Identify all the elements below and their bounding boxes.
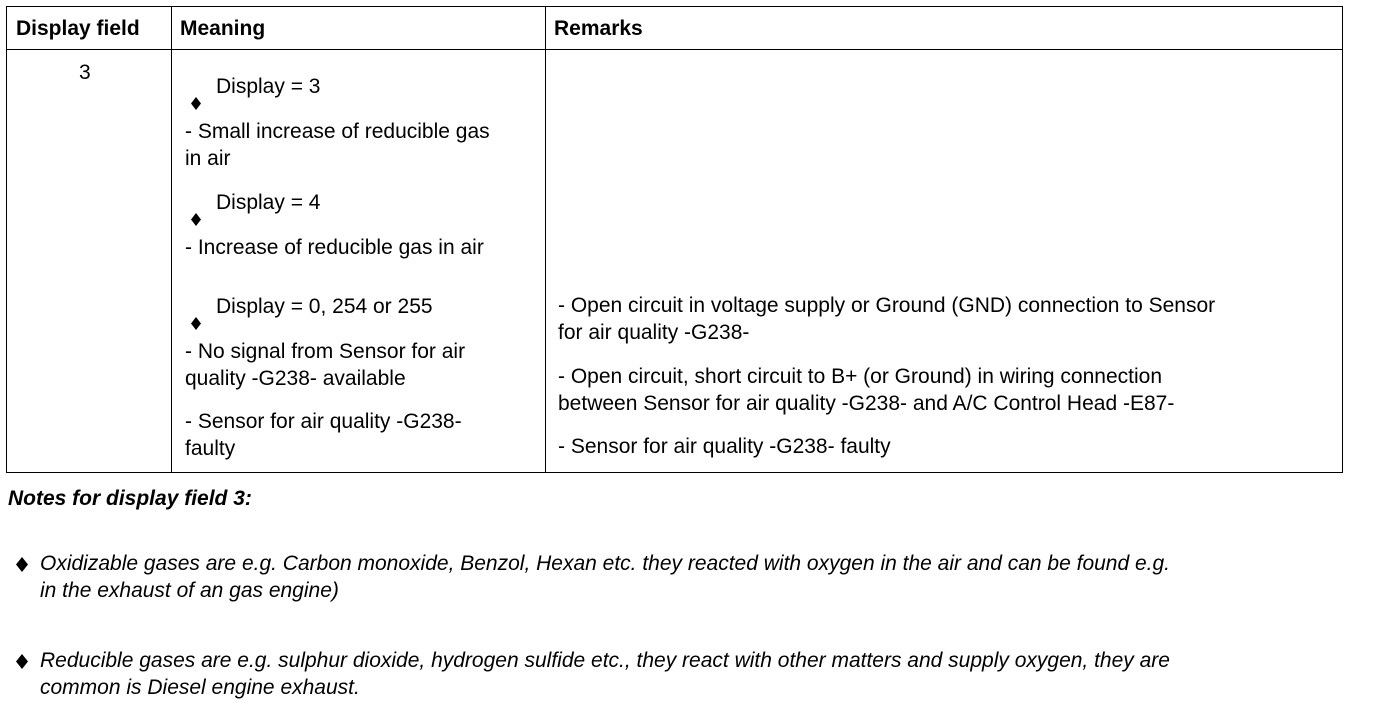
meaning-line: - Sensor for air quality -G238- — [185, 410, 462, 433]
bullet-icon — [16, 654, 28, 669]
meaning-line: Display = 3 — [216, 75, 321, 98]
meaning-line: - No signal from Sensor for air — [185, 340, 466, 363]
note-reducible-gases — [40, 647, 1360, 701]
meaning-text-block — [185, 118, 490, 172]
note-line: Oxidizable gases are e.g. Carbon monoxide, Benzol, Hexan etc. they reacted with oxygen in the air and can be found e.g. — [40, 552, 1171, 575]
display-field-table — [6, 6, 1343, 473]
meaning-line: in air — [185, 147, 231, 170]
meaning-bullet-display-3 — [186, 73, 320, 100]
meaning-line: Display = 4 — [216, 191, 321, 214]
meaning-text-block — [185, 338, 465, 392]
remark-open-circuit-supply — [558, 292, 1215, 346]
remark-wiring-connection — [558, 363, 1174, 417]
table-header-row — [7, 7, 1342, 50]
note-line: common is Diesel engine exhaust. — [40, 676, 360, 699]
note-oxidizable-gases — [40, 550, 1360, 604]
remark-line: for air quality -G238- — [558, 321, 750, 344]
meaning-line: - Small increase of reducible gas — [185, 120, 490, 143]
remark-line: between Sensor for air quality -G238- and A/C Control Head -E87- — [558, 392, 1175, 415]
note-line: Reducible gases are e.g. sulphur dioxide, hydrogen sulfide etc., they react with other matters and supply oxygen, they are — [40, 649, 1170, 672]
remark-line: - Open circuit, short circuit to B+ (or Ground) in wiring connection — [558, 365, 1162, 388]
meaning-text-block — [185, 408, 462, 462]
header-display-field: Display field — [16, 17, 140, 40]
column-divider — [545, 7, 546, 472]
bullet-icon — [16, 557, 28, 572]
meaning-text-block — [185, 234, 484, 261]
meaning-line: - Increase of reducible gas in air — [185, 236, 484, 259]
meaning-line: Display = 0, 254 or 255 — [216, 295, 433, 318]
column-divider — [171, 7, 172, 472]
remark-sensor-faulty — [558, 433, 891, 460]
meaning-line: quality -G238- available — [185, 367, 406, 390]
meaning-line: faulty — [185, 437, 236, 460]
remark-line: - Sensor for air quality -G238- faulty — [558, 435, 891, 458]
display-field-value: 3 — [79, 61, 91, 84]
meaning-bullet-display-4 — [186, 189, 320, 216]
meaning-bullet-display-0-254-255 — [186, 293, 433, 320]
remark-line: - Open circuit in voltage supply or Ground (GND) connection to Sensor — [558, 294, 1216, 317]
note-line: in the exhaust of an gas engine) — [40, 579, 339, 602]
notes-title: Notes for display field 3: — [8, 487, 252, 510]
header-meaning: Meaning — [180, 17, 266, 40]
header-remarks: Remarks — [554, 17, 643, 40]
